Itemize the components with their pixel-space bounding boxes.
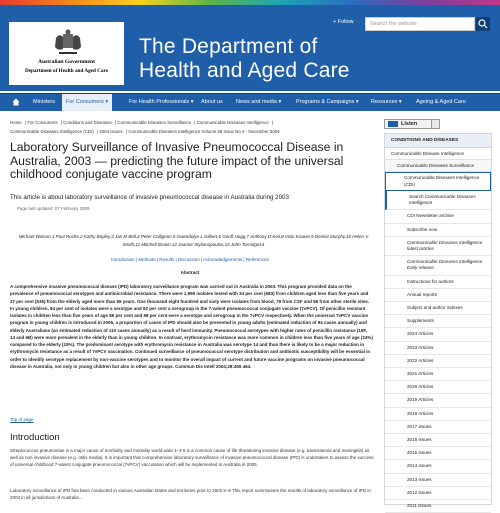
sidebar-item[interactable]: 2022 Articles (385, 355, 491, 368)
sidebar-item[interactable]: 2018 Articles (385, 408, 491, 421)
search-icon (476, 17, 490, 31)
authors: Michael Watson,1 Paul Roche,2 Kathy Bayley,3 Jan M Bell,4 Peter Collignon,5 Gwendolyn L Gilbert,6 Geoff Hogg,7 Anthony D Keil,8 Vicki Krause,9 Denise Murphy,10 Helen V Smith,11 Mitchell Brown,12 Joanne Stylianopoulos,13 John Turnidge14 (18, 234, 369, 247)
search-button[interactable] (476, 17, 490, 31)
site-header (0, 5, 500, 91)
breadcrumb-conditions[interactable]: Conditions and Diseases (63, 120, 112, 125)
nav-ageing-aged-care[interactable]: Ageing & Aged Care (416, 99, 466, 105)
introduction-heading: Introduction (10, 432, 60, 443)
sidebar-item[interactable]: Communicable Diseases Intelligence Early release (385, 256, 491, 275)
nav-programs-campaigns[interactable]: Programs & Campaigns ▾ (296, 99, 359, 105)
sidebar-item[interactable]: 2023 Articles (385, 342, 491, 355)
listen-dropdown[interactable] (432, 119, 440, 129)
breadcrumb-home[interactable]: Home (10, 120, 22, 125)
gov-line1: Australian Government (37, 59, 96, 65)
breadcrumb: Home | For Consumers | Conditions and Diseases | Communicable Diseases Surveillance | Communicable Diseases Intelligence | Communicable Diseases Intelligence (CDI) | 2004 issues | Communicable Diseases Intelligence Volume 28 Issue No 4 - December 2004 (10, 120, 280, 134)
nav-news-and-media-label: News and media (236, 99, 277, 105)
nav-for-consumers-label: For Consumers (66, 99, 104, 105)
sidebar-item[interactable]: 2013 issues (385, 474, 491, 487)
breadcrumb-cdi[interactable]: Communicable Diseases Intelligence (196, 120, 269, 125)
sidebar-item[interactable]: Search Communicable Diseases Intelligence (385, 191, 491, 210)
sidebar-nav (384, 133, 492, 509)
nav-resources-label: Resources (371, 99, 398, 105)
coat-of-arms-crest (53, 29, 83, 57)
sidebar-item[interactable]: 2015 issues (385, 447, 491, 460)
sidebar-items (385, 191, 491, 513)
intro-paragraph-1: Streptococcus pneumoniae is a major cause of morbidity and mortality world-wide.1–3 It is a common cause of life threatening invasive disease (e.g. bacteraemia and meningitis) as well as non invasive disease (e.g. otitis media). It is important that comprehensive laboratory surveillance of invasive pneumococcal disease (IPD) is undertaken to assess the success of universal childhood 7-valent conjugate pneumococcal (7vPCV) vaccination which will be implemented in Australia in 2005. (10, 448, 374, 468)
breadcrumb-surveillance[interactable]: Communicable Diseases Surveillance (117, 120, 192, 125)
sidebar-item[interactable]: Communicable Diseases Intelligence latest articles (385, 237, 491, 256)
sidebar-level2[interactable]: Communicable Diseases Surveillance (385, 160, 491, 172)
sidebar-level3-selected[interactable]: Communicable Diseases Intelligence (CDI) (385, 172, 491, 191)
search-input[interactable]: Search the website (365, 17, 475, 31)
sidebar-item[interactable]: 2012 issues (385, 487, 491, 500)
breadcrumb-current: Communicable Diseases Intelligence Volume 28 Issue No 4 - December 2004 (128, 129, 280, 134)
sidebar-item[interactable]: Annual reports (385, 289, 491, 302)
site-title-line1: The Department of (139, 35, 318, 58)
intro-paragraph-2: Laboratory surveillance of IPD has been conducted in various Australian states and territories prior to 2002.5–8 This report summarises the results of laboratory surveillance of IPD in 2003 in all jurisdictions of Australia... (10, 488, 371, 501)
sidebar-item[interactable]: Subscribe now (385, 224, 491, 237)
nav-ministers[interactable]: Ministers (33, 99, 56, 105)
nav-resources[interactable]: Resources ▾ (371, 99, 402, 105)
nav-for-health-professionals[interactable]: For Health Professionals ▾ (129, 99, 194, 105)
section-links[interactable]: Introduction | Methods | Results | Discussion | Acknowledgements | References (111, 257, 269, 262)
nav-about-us[interactable]: About us (201, 99, 223, 105)
article-intro: This article is about laboratory surveillance of invasive pneumococcal disease in Australia during 2003 (10, 194, 289, 201)
sidebar-item[interactable]: 2021 Articles (385, 368, 491, 381)
main-nav (0, 93, 500, 111)
breadcrumb-for-consumers[interactable]: For Consumers (27, 120, 58, 125)
follow-button[interactable]: + Follow (333, 19, 354, 25)
sidebar-item[interactable]: 2017 issues (385, 421, 491, 434)
sidebar-item[interactable]: Supplements (385, 315, 491, 328)
sidebar-item[interactable]: 2019 Articles (385, 394, 491, 407)
site-title (139, 35, 350, 83)
site-title-line2: Health and Aged Care (139, 59, 350, 82)
breadcrumb-cdi-full[interactable]: Communicable Diseases Intelligence (CDI) (10, 129, 94, 134)
page-title: Laboratory Surveillance of Invasive Pneumococcal Disease in Australia, 2003 — predicting the future impact of the universal childhood conjugate vaccine program (10, 140, 344, 181)
sidebar-item[interactable]: 2016 issues (385, 434, 491, 447)
nav-news-and-media[interactable]: News and media ▾ (236, 99, 282, 105)
sidebar-heading: CONDITIONS AND DISEASES (385, 134, 491, 148)
listen-button[interactable] (384, 119, 432, 129)
sidebar-item[interactable]: Subject and author indexes (385, 302, 491, 315)
listen-speaker-icon (388, 121, 398, 127)
sidebar-item[interactable]: 2014 issues (385, 460, 491, 473)
nav-for-consumers[interactable]: For Consumers ▾ (62, 94, 112, 111)
nav-for-health-professionals-label: For Health Professionals (129, 99, 190, 105)
listen-label: Listen (401, 121, 418, 127)
abstract-heading: Abstract (180, 270, 200, 275)
follow-label: Follow (337, 19, 354, 25)
top-of-page-link[interactable]: Top of page (10, 417, 34, 422)
nav-programs-campaigns-label: Programs & Campaigns (296, 99, 355, 105)
breadcrumb-2004-issues[interactable]: 2004 issues (99, 129, 123, 134)
sidebar-item[interactable]: 2024 Articles (385, 328, 491, 341)
sidebar-item[interactable]: 2011 issues (385, 500, 491, 513)
government-logo[interactable] (9, 22, 124, 85)
sidebar-item[interactable]: Instructions for authors (385, 276, 491, 289)
sidebar-item[interactable]: 2020 Articles (385, 381, 491, 394)
gov-line2: Department of Health and Aged Care (24, 68, 109, 74)
sidebar-level1[interactable]: Communicable Disease Intelligence (385, 148, 491, 160)
last-updated: Page last updated: 07 February 2005 (17, 206, 90, 211)
abstract-text: A comprehensive invasive pneumococcal disease (IPD) laboratory surveillance program was carried out in Australia in 2003. This program provided data on the prevalence of pneumococcal serotypes and antimicrobial resistance. There were 1,995 isolates tested with 34 per cent (683) from children aged less than five years and 27 per cent (535) from the elderly aged more than 65 years. One thousand eight hundred and sixty were isolates from blood, 79 from CSF and 56 from other sterile sites. In young children, 84 per cent of isolates were a serotype and 92 per cent a serogroup in the 7-valent pneumococcal conjugate vaccine (7vPCV). Of penicillin resistant isolates in children less than five years of age 85 per cent and 98 per cent were a serotype and serogroup in the 7vPCV respectively. When the universal 7vPCV vaccine program in young children is introduced in 2005, a proportion of cases of IPD should also be prevented in young adults (estimated reduction of 94 cases annually) and elderly Australians (an estimated reduction of 110 cases annually) as a result of herd immunity. Pneumococcal serotypes with higher rates of penicillin resistance (19F, 14 and 6B) were more prevalent in the elderly than in young children. In contrast, erythromycin resistance was more common in children less than five years of age (24%) compared to the elderly (15%). The predominant serotype with erythromycin resistance in Australia was serotype 14 and thus there is likely to be a major reduction in erythromycin resistance as a result of 7vPCV vaccination. Continued surveillance of pneumococcal serotype distribution and antibiotic susceptibility will be essential in order to identify serotype replacement by non-vaccine serotypes and to monitor the overall impact of current and future vaccine programs on invasive pneumococcal disease in Australia, not only in young children but also in other age groups. Commun Dis Intell 2004;28:455 464. (10, 284, 373, 369)
home-icon[interactable] (12, 98, 20, 106)
sidebar-item[interactable]: CDI Newsletter archive (385, 210, 491, 223)
